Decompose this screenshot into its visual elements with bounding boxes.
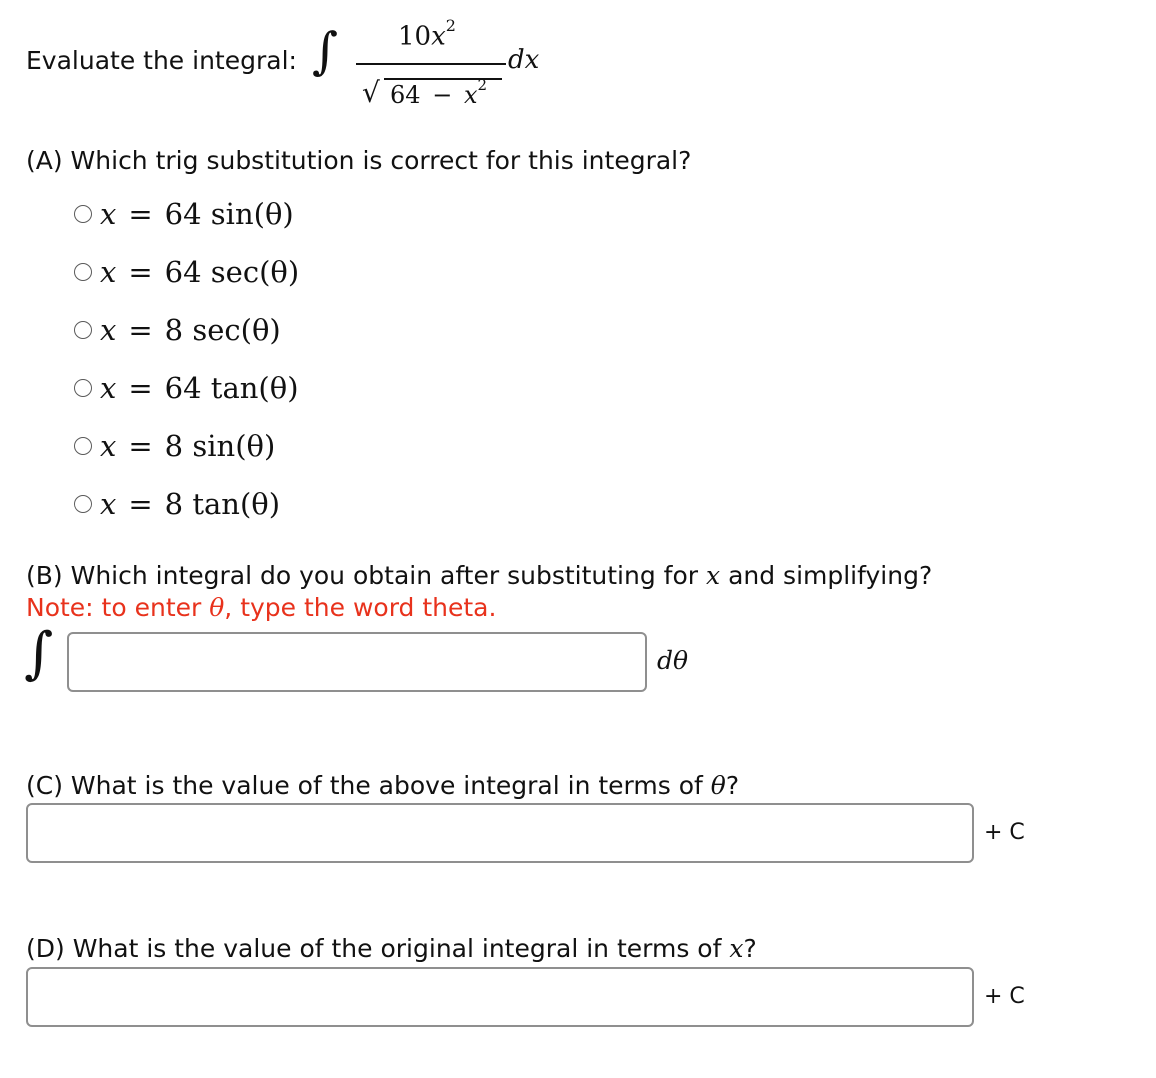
part-b-question-pre: (B) Which integral do you obtain after substituting for [26,561,699,590]
substitution-variable: x [100,197,117,231]
part-d-question-pre: (D) What is the value of the original integral in terms of [26,934,722,963]
note-pre: Note: to enter [26,593,202,622]
substitution-coefficient: 8 [164,313,184,347]
substitution-option[interactable] [74,310,281,350]
radio-button[interactable] [74,263,92,281]
equals-sign: = [128,197,153,231]
substitution-expression [100,371,299,405]
trig-function: sin [210,197,254,231]
substitution-expression [100,429,275,463]
trig-argument: (θ) [253,197,294,231]
substitution-coefficient: 8 [164,429,184,463]
trig-argument: (θ) [240,313,281,347]
part-d-question [26,934,757,963]
substitution-variable: x [100,487,117,521]
note-post: , type the word theta. [224,593,497,622]
substitution-coefficient: 8 [164,487,184,521]
header-differential: dx [508,45,540,75]
part-b-question [26,561,932,590]
integral-sign: ∫ [312,22,339,80]
trig-function: tan [192,487,240,521]
part-c-theta-symbol: θ [710,771,726,800]
part-c-answer-input[interactable] [26,803,974,863]
equals-sign: = [128,255,153,289]
denominator-variable: x [463,81,478,109]
trig-argument: (θ) [239,487,281,521]
integrand-denominator [390,76,488,109]
substitution-variable: x [100,371,117,405]
part-a-question: (A) Which trig substitution is correct for this integral? [26,146,692,175]
substitution-variable: x [100,255,117,289]
substitution-variable: x [100,429,117,463]
trig-argument: (θ) [258,371,299,405]
radio-button[interactable] [74,205,92,223]
substitution-variable: x [100,313,117,347]
note-theta-symbol: θ [209,593,225,622]
sqrt-sign: √ [362,76,380,109]
equals-sign: = [128,313,153,347]
part-b-differential: dθ [657,646,689,675]
equals-sign: = [128,429,153,463]
radio-button[interactable] [74,379,92,397]
substitution-expression [100,197,294,231]
trig-argument: (θ) [235,429,276,463]
part-b-integral-sign: ∫ [24,621,54,686]
part-c-question-post: ? [725,771,740,800]
trig-function: sec [210,255,260,289]
numerator-exponent: 2 [445,16,456,35]
part-d-question-post: ? [743,934,757,963]
numerator-coefficient: 10 [398,21,432,52]
part-d-answer-input[interactable] [26,967,974,1027]
trig-function: sin [192,429,236,463]
substitution-expression [100,255,299,289]
denominator-constant: 64 [390,81,421,109]
part-b-question-post: and simplifying? [728,561,933,590]
substitution-coefficient: 64 [164,371,202,405]
substitution-coefficient: 64 [164,255,202,289]
trig-function: tan [210,371,259,405]
radio-button[interactable] [74,437,92,455]
part-b-integrand-input[interactable] [67,632,647,692]
part-c-question-pre: (C) What is the value of the above integral in terms of [26,771,703,800]
radio-button[interactable] [74,321,92,339]
part-c-question [26,771,739,800]
substitution-option[interactable] [74,368,299,408]
substitution-option[interactable] [74,426,275,466]
substitution-coefficient: 64 [164,197,202,231]
substitution-expression [100,313,281,347]
integrand-numerator [398,16,456,52]
substitution-option[interactable] [74,252,299,292]
part-b-note [26,593,496,622]
radio-button[interactable] [74,495,92,513]
evaluate-label: Evaluate the integral: [26,46,297,75]
trig-function: sec [192,313,241,347]
part-d-plus-c: + C [984,984,1025,1009]
denominator-exponent: 2 [477,76,488,94]
part-d-variable-symbol: x [729,934,744,963]
denominator-operator: − [432,81,453,109]
substitution-option[interactable] [74,194,294,234]
numerator-variable: x [431,21,446,52]
equals-sign: = [128,487,153,521]
equals-sign: = [128,371,153,405]
fraction-bar [356,63,506,65]
part-b-variable: x [706,561,721,590]
substitution-expression [100,487,280,521]
substitution-option[interactable] [74,484,280,524]
part-c-plus-c: + C [984,820,1025,845]
trig-argument: (θ) [259,255,300,289]
